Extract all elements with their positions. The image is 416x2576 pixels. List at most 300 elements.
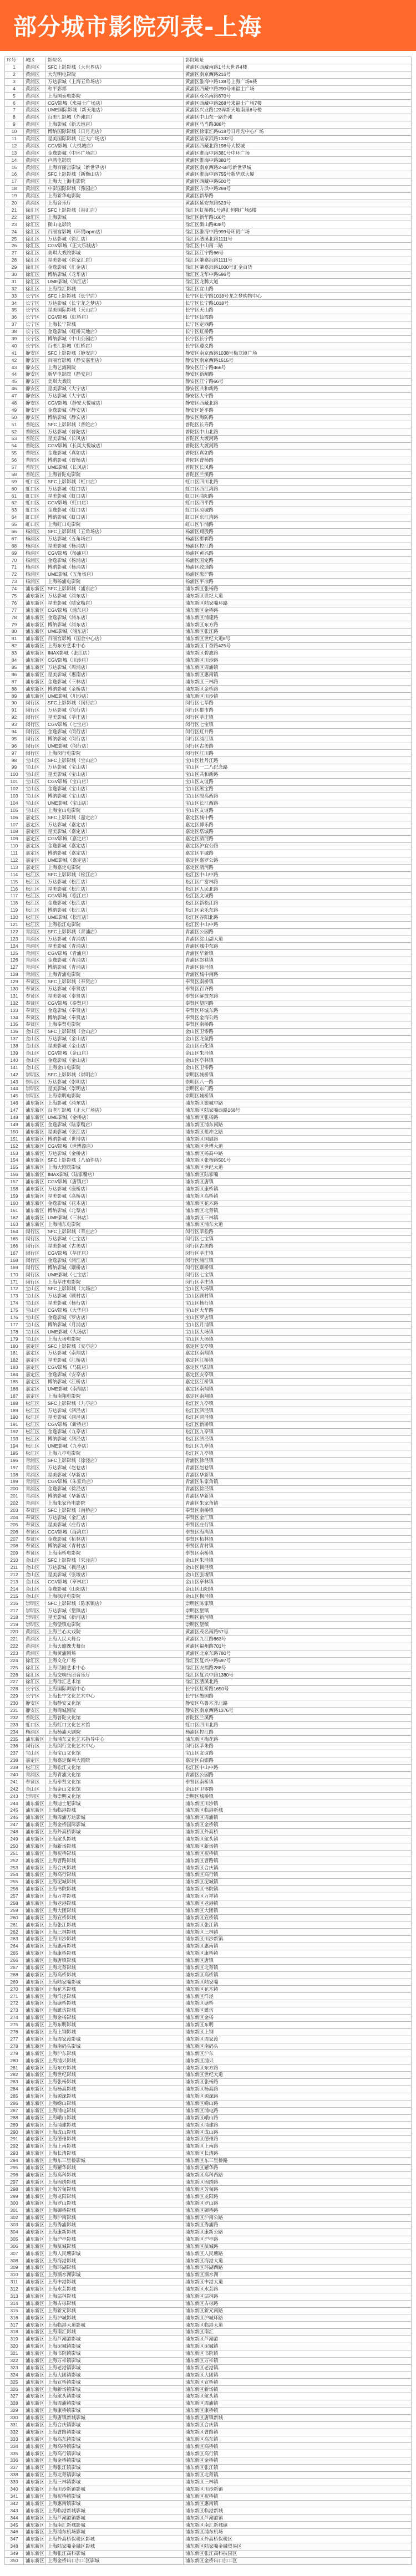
- row-address: 闵行区颛桥镇: [184, 1264, 412, 1271]
- row-cinema-name: 博纳影城（虹口店）: [46, 514, 184, 522]
- row-cinema-name: 上海陆家嘴金融区影城: [46, 2543, 184, 2550]
- row-number: 121: [5, 921, 24, 928]
- table-row: [5, 1221, 412, 1229]
- table-row: [5, 1157, 412, 1164]
- row-cinema-name: 上海三林影城: [46, 1929, 184, 1936]
- row-district: 浦东新区: [24, 1736, 46, 1743]
- row-cinema-name: CGV影城（大悦城店）: [46, 142, 184, 150]
- table-row: [5, 1578, 412, 1586]
- row-cinema-name: 星美影城（张江店）: [46, 1128, 184, 1136]
- row-cinema-name: UME影城（金桥店）: [46, 1114, 184, 1121]
- row-number: 262: [5, 1929, 24, 1936]
- table-row: [5, 1843, 412, 1850]
- row-district: 长宁区: [24, 1693, 46, 1700]
- row-number: 134: [5, 1014, 24, 1021]
- row-address: 浦东新区陆家嘴环路: [184, 600, 412, 607]
- row-district: 青浦区: [24, 943, 46, 950]
- table-row: [5, 478, 412, 485]
- row-address: 青浦区城中东路: [184, 943, 412, 950]
- row-district: 浦东新区: [24, 2007, 46, 2015]
- row-address: 宝山区月浦镇: [184, 1321, 412, 1328]
- row-district: 浦东新区: [24, 2157, 46, 2164]
- table-row: [5, 1286, 412, 1293]
- row-address: 闵行区古美路: [184, 1243, 412, 1250]
- row-district: 长宁区: [24, 335, 46, 343]
- table-row: [5, 1178, 412, 1185]
- row-cinema-name: 星美影城（惠南店）: [46, 671, 184, 678]
- row-number: 179: [5, 1336, 24, 1343]
- row-district: 浦东新区: [24, 2278, 46, 2286]
- row-number: 348: [5, 2543, 24, 2550]
- table-row: [5, 2514, 412, 2522]
- row-district: 浦东新区: [24, 1821, 46, 1828]
- row-cinema-name: 上海海港影城: [46, 2257, 184, 2265]
- row-cinema-name: 上海大团镇影城: [46, 2371, 184, 2379]
- table-row: [5, 1200, 412, 1207]
- row-address: 浦东新区唐镇新城: [184, 2414, 412, 2421]
- table-row: [5, 1707, 412, 1714]
- row-address: 黄浦区延安东路523号: [184, 200, 412, 207]
- row-number: 153: [5, 1150, 24, 1157]
- row-number: 272: [5, 2000, 24, 2007]
- row-address: 长宁区虹桥路: [184, 328, 412, 335]
- row-cinema-name: 上海大剧院影城: [46, 1164, 184, 1172]
- row-address: 黄浦区西藏中路268号来福士广场7楼: [184, 100, 412, 107]
- row-district: 金山区: [24, 1050, 46, 1057]
- row-address: 徐汇区虹桥路1号港汇恒隆广场6楼: [184, 207, 412, 214]
- table-row: [5, 1721, 412, 1729]
- table-row: [5, 2543, 412, 2550]
- table-row: [5, 1214, 412, 1221]
- table-row: [5, 1029, 412, 1036]
- row-address: 金山区亭林镇: [184, 1578, 412, 1586]
- row-district: 闵行区: [24, 714, 46, 721]
- row-number: 68: [5, 543, 24, 550]
- row-district: 浦东新区: [24, 1950, 46, 1957]
- row-district: 宝山区: [24, 771, 46, 779]
- row-district: 徐汇区: [24, 228, 46, 236]
- row-district: 闵行区: [24, 750, 46, 757]
- row-cinema-name: CGV影城（来福士广场店）: [46, 100, 184, 107]
- row-cinema-name: 上海南码头影城: [46, 2043, 184, 2050]
- row-district: 嘉定区: [24, 1757, 46, 1764]
- row-district: 浦东新区: [24, 1850, 46, 1857]
- row-number: 225: [5, 1664, 24, 1672]
- row-address: 浦东新区沪亭路: [184, 2236, 412, 2243]
- row-district: 宝山区: [24, 1336, 46, 1343]
- row-district: 徐汇区: [24, 1664, 46, 1672]
- row-number: 17: [5, 178, 24, 186]
- row-address: 闵行区莘庄镇: [184, 714, 412, 721]
- row-number: 66: [5, 528, 24, 535]
- table-row: [5, 1986, 412, 1993]
- row-address: 浦东新区川沙路: [184, 657, 412, 664]
- table-row: [5, 2472, 412, 2479]
- row-cinema-name: CGV影城（静安大悦城店）: [46, 400, 184, 407]
- row-address: 金山区枫泾镇: [184, 1593, 412, 1600]
- row-number: 126: [5, 957, 24, 964]
- row-address: 徐汇区淮海中路999号环贸广场: [184, 228, 412, 236]
- row-district: 静安区: [24, 364, 46, 371]
- row-district: 浦东新区: [24, 2028, 46, 2036]
- row-district: 松江区: [24, 921, 46, 928]
- row-number: 289: [5, 2122, 24, 2129]
- row-cinema-name: 上海芦潮港镇影城: [46, 2514, 184, 2522]
- row-cinema-name: CGV影城（莘庄店）: [46, 1250, 184, 1257]
- row-district: 杨浦区: [24, 535, 46, 543]
- row-address: 浦东新区锦绣路: [184, 2179, 412, 2186]
- row-address: 嘉定区江桥镇: [184, 1357, 412, 1364]
- row-cinema-name: 金逸影城（中环广场店）: [46, 150, 184, 157]
- row-district: 浦东新区: [24, 2543, 46, 2550]
- row-address: 浦东新区罗山路: [184, 2200, 412, 2207]
- row-district: 浦东新区: [24, 2421, 46, 2429]
- row-number: 228: [5, 1686, 24, 1693]
- row-district: 嘉定区: [24, 1378, 46, 1386]
- table-row: [5, 328, 412, 335]
- row-district: 青浦区: [24, 1771, 46, 1778]
- row-address: 闵行区都市路: [184, 707, 412, 714]
- row-address: 黄浦区北京东路780号: [184, 1650, 412, 1657]
- row-address: 黄浦区西藏南路1号大世界4楼: [184, 64, 412, 71]
- table-row: [5, 1693, 412, 1700]
- row-cinema-name: 星美影城（崇明店）: [46, 1086, 184, 1093]
- row-number: 270: [5, 1986, 24, 1993]
- row-cinema-name: UME影城（五角场店）: [46, 571, 184, 579]
- row-number: 11: [5, 135, 24, 142]
- row-district: 浦东新区: [24, 2507, 46, 2514]
- row-cinema-name: 上海高东镇影城: [46, 2436, 184, 2443]
- row-cinema-name: SFC上影影城（新衡山店）: [46, 171, 184, 178]
- row-address: 浦东新区高桥镇: [184, 1193, 412, 1200]
- row-cinema-name: UME影城（南翔店）: [46, 1386, 184, 1393]
- row-address: 嘉定区白银路: [184, 1757, 412, 1764]
- table-row: [5, 343, 412, 350]
- row-district: 浦东新区: [24, 621, 46, 628]
- row-address: 浦东新区祝桥镇: [184, 1850, 412, 1857]
- row-number: 73: [5, 579, 24, 586]
- table-row: [5, 1614, 412, 1622]
- row-address: 杨浦区政通路: [184, 564, 412, 571]
- table-row: [5, 1736, 412, 1743]
- row-district: 嘉定区: [24, 821, 46, 829]
- row-number: 103: [5, 793, 24, 800]
- row-district: 浦东新区: [24, 2357, 46, 2364]
- row-district: 松江区: [24, 907, 46, 914]
- row-cinema-name: 上海张杨影城: [46, 2079, 184, 2086]
- cinema-sheet: [0, 51, 416, 2576]
- row-address: 浦东新区浦建路: [184, 2122, 412, 2129]
- row-district: 浦东新区: [24, 664, 46, 671]
- row-number: 55: [5, 449, 24, 457]
- row-number: 16: [5, 171, 24, 178]
- row-district: 浦东新区: [24, 1143, 46, 1150]
- row-district: 浦东新区: [24, 1893, 46, 1900]
- row-number: 20: [5, 200, 24, 207]
- table-row: [5, 836, 412, 843]
- row-address: 松江区泗泾镇: [184, 1435, 412, 1443]
- row-cinema-name: 金逸影城（青浦店）: [46, 957, 184, 964]
- row-address: 黄浦区马当路388号: [184, 121, 412, 129]
- row-number: 78: [5, 614, 24, 621]
- table-row: [5, 807, 412, 814]
- row-cinema-name: 上海张江高科影城: [46, 2550, 184, 2557]
- table-row: [5, 2300, 412, 2307]
- row-number: 255: [5, 1879, 24, 1886]
- row-cinema-name: 上海大上海电影院: [46, 178, 184, 186]
- row-cinema-name: 上海浦东电影院: [46, 1221, 184, 1229]
- row-number: 69: [5, 550, 24, 557]
- row-number: 138: [5, 1042, 24, 1050]
- row-cinema-name: 百老汇影城（虹桥店）: [46, 343, 184, 350]
- row-cinema-name: 万达影城（金桥店）: [46, 1150, 184, 1157]
- row-address: 浦东新区东方路: [184, 2064, 412, 2072]
- row-district: 徐汇区: [24, 1679, 46, 1686]
- table-row: [5, 671, 412, 678]
- row-cinema-name: 上海金桥国际影城: [46, 1821, 184, 1828]
- row-address: 浦东新区张江镇: [184, 1921, 412, 1929]
- row-number: 193: [5, 1435, 24, 1443]
- row-number: 105: [5, 807, 24, 814]
- table-row: [5, 1607, 412, 1614]
- table-row: [5, 2421, 412, 2429]
- row-address: 浦东新区康桥镇: [184, 1950, 412, 1957]
- row-address: 长宁区长宁路1018号: [184, 300, 412, 307]
- row-district: 闵行区: [24, 1243, 46, 1250]
- row-district: 浦东新区: [24, 1993, 46, 2000]
- row-number: 236: [5, 1743, 24, 1750]
- table-header: [5, 57, 412, 64]
- row-cinema-name: UME影城（三林店）: [46, 1214, 184, 1221]
- row-address: 奉贤区南桥镇: [184, 1778, 412, 1786]
- table-row: [5, 1057, 412, 1064]
- row-district: 徐汇区: [24, 236, 46, 243]
- row-number: 209: [5, 1550, 24, 1557]
- row-cinema-name: 上海德州影城: [46, 2136, 184, 2143]
- row-address: 松江区洞泾镇: [184, 1414, 412, 1422]
- row-number: 117: [5, 893, 24, 900]
- row-number: 205: [5, 1521, 24, 1529]
- row-cinema-name: 星美国际影城（正大广场店）: [46, 135, 184, 142]
- row-address: 松江区九亭镇: [184, 1443, 412, 1450]
- row-district: 浦东新区: [24, 2322, 46, 2329]
- row-number: 220: [5, 1628, 24, 1635]
- row-cinema-name: SFC上影影城（长宁店）: [46, 293, 184, 300]
- row-cinema-name: 博纳影城（曹杨店）: [46, 457, 184, 464]
- row-district: 徐汇区: [24, 207, 46, 214]
- row-address: 嘉定区安亭镇: [184, 1371, 412, 1378]
- row-district: 金山区: [24, 1564, 46, 1571]
- row-address: 浦东新区祝桥镇: [184, 2493, 412, 2500]
- row-address: 奉贤区金汇镇: [184, 1514, 412, 1521]
- row-district: 浦东新区: [24, 1100, 46, 1107]
- row-district: 浦东新区: [24, 2450, 46, 2457]
- row-address: 浦东新区高桥镇: [184, 1971, 412, 1979]
- row-cinema-name: 金逸影城（闵行店）: [46, 728, 184, 735]
- row-district: 浦东新区: [24, 2207, 46, 2215]
- row-number: 282: [5, 2072, 24, 2079]
- table-row: [5, 257, 412, 264]
- row-number: 99: [5, 764, 24, 771]
- row-district: 闵行区: [24, 1743, 46, 1750]
- row-district: 黄浦区: [24, 164, 46, 171]
- row-district: 普陀区: [24, 471, 46, 478]
- row-number: 275: [5, 2021, 24, 2028]
- table-row: [5, 886, 412, 893]
- row-district: 黄浦区: [24, 171, 46, 178]
- row-cinema-name: 上海浦兴影城: [46, 2057, 184, 2064]
- table-row: [5, 564, 412, 571]
- row-cinema-name: 上海古棕影城: [46, 2300, 184, 2307]
- row-address: 浦东新区新场镇: [184, 1843, 412, 1850]
- row-district: 松江区: [24, 893, 46, 900]
- row-address: 嘉定区平城路: [184, 850, 412, 857]
- table-row: [5, 64, 412, 71]
- table-row: [5, 686, 412, 693]
- row-number: 146: [5, 1100, 24, 1107]
- row-address: 青浦区华新镇: [184, 950, 412, 957]
- row-address: 闵行区莘朱路: [184, 1743, 412, 1750]
- row-address: 松江区九亭镇: [184, 1450, 412, 1457]
- table-row: [5, 1679, 412, 1686]
- row-number: 296: [5, 2171, 24, 2179]
- table-row: [5, 1229, 412, 1236]
- row-address: 静安区南京西路1038号梅龙镇广场: [184, 350, 412, 357]
- row-address: 杨浦区控江路: [184, 543, 412, 550]
- table-row: [5, 1021, 412, 1029]
- row-address: 金山区亭林镇: [184, 1057, 412, 1064]
- row-address: 浦东新区陆家嘴西路168号: [184, 1107, 412, 1114]
- row-district: 黄浦区: [24, 121, 46, 129]
- row-cinema-name: 上海书院影城: [46, 1886, 184, 1893]
- table-row: [5, 2221, 412, 2229]
- row-address: 青浦区朱家角镇: [184, 1500, 412, 1507]
- row-number: 235: [5, 1736, 24, 1743]
- row-district: 奉贤区: [24, 978, 46, 985]
- row-cinema-name: 上海金山文化馆: [46, 1786, 184, 1793]
- row-number: 301: [5, 2207, 24, 2215]
- row-cinema-name: 上海源深影城: [46, 2093, 184, 2100]
- row-number: 139: [5, 1050, 24, 1057]
- row-address: 嘉定区嘉罗公路: [184, 857, 412, 864]
- table-row: [5, 664, 412, 671]
- row-cinema-name: 上海普陀文化馆: [46, 1714, 184, 1721]
- table-row: [5, 2122, 412, 2129]
- row-address: 浦东新区古棕路: [184, 2300, 412, 2307]
- table-row: [5, 2286, 412, 2293]
- row-district: 松江区: [24, 886, 46, 893]
- row-address: 浦东新区三林镇: [184, 2478, 412, 2486]
- table-row: [5, 285, 412, 293]
- row-address: 奉贤区环城东路: [184, 1007, 412, 1014]
- row-address: 金山区张堰镇: [184, 1571, 412, 1578]
- table-row: [5, 171, 412, 178]
- row-address: 浦东新区崂山路: [184, 2100, 412, 2107]
- row-district: 嘉定区: [24, 814, 46, 821]
- row-cinema-name: 上海康新影城: [46, 2229, 184, 2236]
- row-number: 125: [5, 950, 24, 957]
- row-district: 普陀区: [24, 464, 46, 471]
- row-cinema-name: 上海祝桥影城: [46, 1850, 184, 1857]
- table-row: [5, 1014, 412, 1021]
- row-number: 340: [5, 2486, 24, 2493]
- row-district: 浦东新区: [24, 2536, 46, 2543]
- row-address: 浦东新区世博大道: [184, 1143, 412, 1150]
- row-address: 嘉定区清河路: [184, 864, 412, 871]
- row-cinema-name: SFC上影影城（八佰伴店）: [46, 1157, 184, 1164]
- row-number: 350: [5, 2557, 24, 2564]
- row-number: 127: [5, 964, 24, 972]
- row-address: 浦东新区浦东大道: [184, 1221, 412, 1229]
- table-row: [5, 1757, 412, 1764]
- row-district: 徐汇区: [24, 278, 46, 285]
- row-address: 徐汇区衡山路838号: [184, 221, 412, 228]
- row-number: 137: [5, 1036, 24, 1043]
- row-cinema-name: 万达影城（虹口店）: [46, 485, 184, 493]
- row-address: 浦东新区临港新城: [184, 2507, 412, 2514]
- row-district: 崇明区: [24, 1079, 46, 1086]
- row-address: 闵行区莘庄镇: [184, 1279, 412, 1286]
- row-district: 普陀区: [24, 449, 46, 457]
- row-number: 303: [5, 2221, 24, 2229]
- row-number: 194: [5, 1443, 24, 1450]
- row-number: 217: [5, 1607, 24, 1614]
- table-row: [5, 914, 412, 921]
- row-address: 金山区朱泾镇: [184, 1050, 412, 1057]
- row-number: 299: [5, 2193, 24, 2200]
- row-address: 浦东新区高桥镇: [184, 2443, 412, 2450]
- row-number: 215: [5, 1593, 24, 1600]
- row-district: 奉贤区: [24, 1021, 46, 1029]
- row-cinema-name: 上海临港新城影城: [46, 2507, 184, 2514]
- row-number: 328: [5, 2400, 24, 2408]
- row-address: 虹口区西江湾路: [184, 485, 412, 493]
- row-cinema-name: 上海浦电影城: [46, 2107, 184, 2114]
- row-number: 219: [5, 1622, 24, 1629]
- row-district: 青浦区: [24, 957, 46, 964]
- row-district: 浦东新区: [24, 2557, 46, 2564]
- row-number: 49: [5, 407, 24, 414]
- row-number: 145: [5, 1093, 24, 1100]
- row-cinema-name: 金逸影城（真如店）: [46, 449, 184, 457]
- row-cinema-name: 上海长清影城: [46, 2150, 184, 2157]
- row-district: 浦东新区: [24, 2314, 46, 2322]
- row-cinema-name: UME国际影城（新天地店）: [46, 107, 184, 114]
- table-row: [5, 2314, 412, 2322]
- row-address: 宝山区淞宝路: [184, 785, 412, 793]
- table-row: [5, 192, 412, 200]
- row-number: 13: [5, 150, 24, 157]
- row-number: 120: [5, 914, 24, 921]
- row-address: 黄浦区南京西路2-68号新世界城: [184, 164, 412, 171]
- row-cinema-name: 上海话剧艺术中心: [46, 1664, 184, 1672]
- row-district: 浦东新区: [24, 1107, 46, 1114]
- row-address: 嘉定区清河路: [184, 836, 412, 843]
- column-header: 影院地址: [184, 57, 412, 64]
- row-district: 浦东新区: [24, 2150, 46, 2157]
- row-address: 杨浦区平凉路: [184, 579, 412, 586]
- row-number: 249: [5, 1836, 24, 1843]
- row-number: 98: [5, 757, 24, 764]
- row-district: 浦东新区: [24, 2265, 46, 2272]
- row-cinema-name: 上海芳甸影城: [46, 2186, 184, 2193]
- row-district: 闵行区: [24, 1257, 46, 1264]
- row-district: 浦东新区: [24, 2414, 46, 2421]
- table-row: [5, 2522, 412, 2529]
- row-cinema-name: 博纳影城（宝山店）: [46, 793, 184, 800]
- row-address: 长宁区天山路: [184, 307, 412, 314]
- row-address: 普陀区曹杨路: [184, 457, 412, 464]
